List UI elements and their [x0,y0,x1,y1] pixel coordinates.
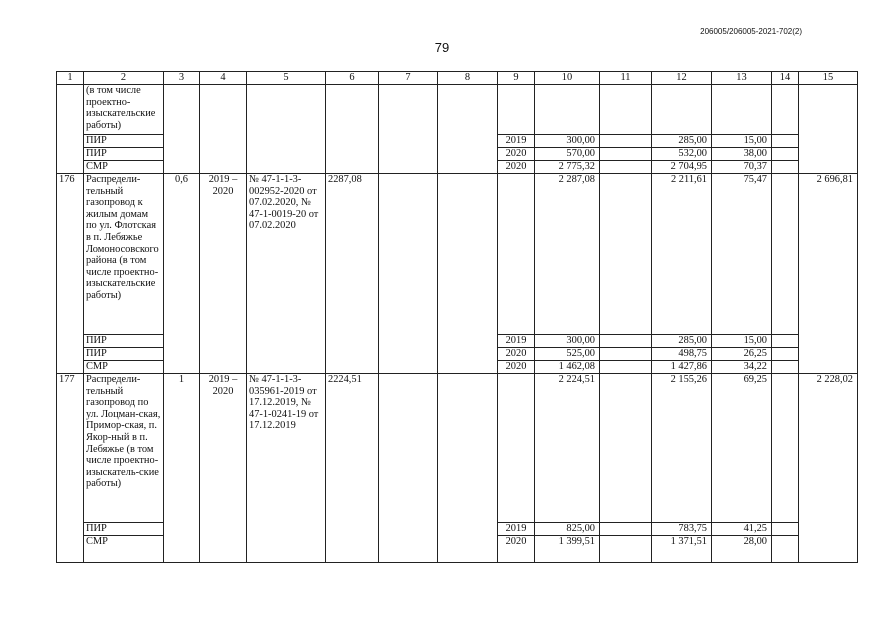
value-col10: 300,00 [535,335,600,348]
value-col13: 41,25 [712,523,772,536]
cell [438,174,498,374]
column-header: 12 [652,72,712,85]
value-col10: 1 462,08 [535,361,600,374]
document-id: 206005/206005-2021-702(2) [700,27,802,36]
table-row [57,174,858,335]
total-col15: 2 696,81 [799,174,858,374]
cell [600,148,652,161]
value-col12: 783,75 [652,523,712,536]
column-header: 13 [712,72,772,85]
item-name-continued: (в том числе проектно-изыскательские работы) [84,85,164,135]
cell [600,374,652,523]
cell [600,85,652,135]
year: 2020 [498,348,535,361]
cell [379,374,438,563]
work-type: СМР [84,161,164,174]
column-header: 15 [799,72,858,85]
cell [600,161,652,174]
total-col13: 69,25 [712,374,772,523]
item-cost: 2287,08 [326,174,379,374]
cell [772,536,799,563]
cell [772,348,799,361]
value-col13: 34,22 [712,361,772,374]
cell [200,85,247,174]
column-header: 1 [57,72,84,85]
cell [772,523,799,536]
cell [57,85,84,174]
column-header: 10 [535,72,600,85]
cell [600,335,652,348]
item-length: 1 [164,374,200,563]
cell [600,174,652,335]
value-col13: 70,37 [712,161,772,174]
cell [498,85,535,135]
item-number: 176 [57,174,84,374]
value-col10: 525,00 [535,348,600,361]
cell [772,361,799,374]
item-number: 177 [57,374,84,563]
value-col13: 38,00 [712,148,772,161]
value-col10: 825,00 [535,523,600,536]
column-header: 2 [84,72,164,85]
cell [600,348,652,361]
total-col12: 2 155,26 [652,374,712,523]
total-col13: 75,47 [712,174,772,335]
item-name: Распредели-тельный газопровод по ул. Лоцман-ская, Примор-ская, п. Якор-ный в п. Лебяжье (в том числе проектно-изыскатель-ские работы) [84,374,164,523]
cell [712,85,772,135]
cell [652,85,712,135]
column-header: 4 [200,72,247,85]
cell [535,85,600,135]
value-col12: 1 371,51 [652,536,712,563]
item-documents: № 47-1-1-3-002952-2020 от 07.02.2020, № 47-1-0019-20 от 07.02.2020 [247,174,326,374]
total-col10: 2 224,51 [535,374,600,523]
value-col13: 15,00 [712,335,772,348]
year: 2019 [498,335,535,348]
work-type: ПИР [84,148,164,161]
value-col12: 2 704,95 [652,161,712,174]
work-type: ПИР [84,348,164,361]
column-header: 14 [772,72,799,85]
value-col12: 285,00 [652,135,712,148]
value-col12: 1 427,86 [652,361,712,374]
value-col12: 498,75 [652,348,712,361]
value-col10: 300,00 [535,135,600,148]
cell [438,85,498,174]
value-col13: 26,25 [712,348,772,361]
table-row [57,374,858,523]
cell [600,361,652,374]
cell [438,374,498,563]
cell [379,85,438,174]
cell [247,85,326,174]
cell [772,174,799,335]
total-col10: 2 287,08 [535,174,600,335]
work-type: ПИР [84,335,164,348]
cell [772,374,799,523]
page-number: 79 [434,40,450,55]
table-row [57,85,858,135]
column-number-row [57,72,858,85]
cell [326,85,379,174]
column-header: 6 [326,72,379,85]
column-header: 3 [164,72,200,85]
value-col10: 2 775,32 [535,161,600,174]
cell [772,85,799,135]
value-col10: 570,00 [535,148,600,161]
item-cost: 2224,51 [326,374,379,563]
column-header: 9 [498,72,535,85]
year: 2020 [498,161,535,174]
cell [772,161,799,174]
column-header: 5 [247,72,326,85]
item-length: 0,6 [164,174,200,374]
value-col12: 532,00 [652,148,712,161]
year: 2019 [498,523,535,536]
column-header: 8 [438,72,498,85]
item-period: 2019 – 2020 [200,174,247,374]
work-type: ПИР [84,135,164,148]
cell [600,536,652,563]
cell [772,135,799,148]
cell [772,335,799,348]
item-period: 2019 – 2020 [200,374,247,563]
value-col13: 15,00 [712,135,772,148]
item-documents: № 47-1-1-3-035961-2019 от 17.12.2019, № 47-1-0241-19 от 17.12.2019 [247,374,326,563]
cell [600,523,652,536]
value-col12: 285,00 [652,335,712,348]
work-type: ПИР [84,523,164,536]
cell [498,374,535,523]
total-col15: 2 228,02 [799,374,858,563]
total-col12: 2 211,61 [652,174,712,335]
year: 2019 [498,135,535,148]
year: 2020 [498,361,535,374]
data-table [56,71,858,563]
column-header: 11 [600,72,652,85]
work-type: СМР [84,361,164,374]
cell [600,135,652,148]
year: 2020 [498,536,535,563]
value-col13: 28,00 [712,536,772,563]
cell [799,85,858,174]
value-col10: 1 399,51 [535,536,600,563]
column-header: 7 [379,72,438,85]
year: 2020 [498,148,535,161]
cell [164,85,200,174]
cell [379,174,438,374]
work-type: СМР [84,536,164,563]
cell [772,148,799,161]
cell [498,174,535,335]
item-name: Распредели-тельный газопровод к жилым домам по ул. Флотская в п. Лебяжье Ломоносовского района (в том числе проектно-изыскательские работы) [84,174,164,335]
